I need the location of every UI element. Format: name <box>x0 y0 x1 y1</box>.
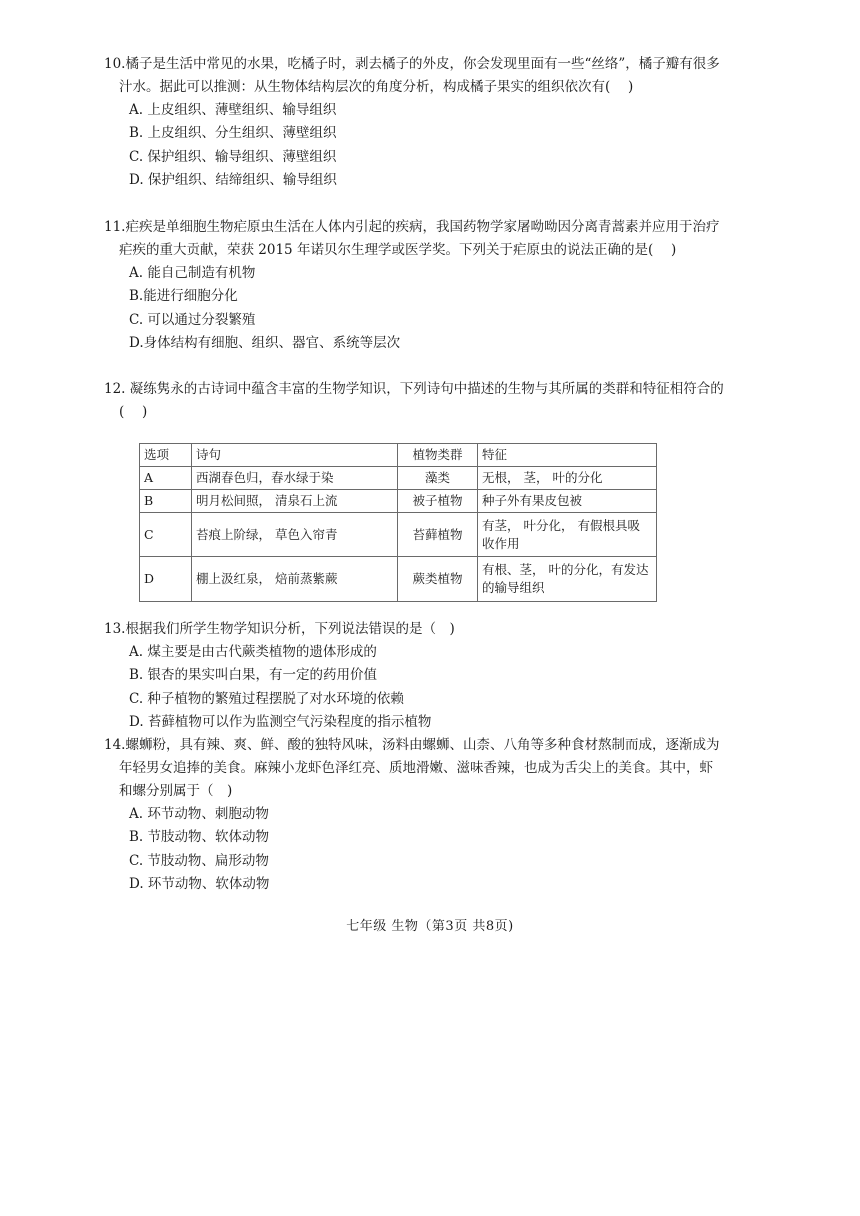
cell-poem: 西湖春色归，春水绿于染 <box>192 467 398 490</box>
option-b: B. 银杏的果实叫白果，有一定的药用价值 <box>129 667 378 684</box>
cell-poem: 苔痕上阶绿， 草色入帘青 <box>192 513 398 557</box>
option-d: D. 环节动物、软体动物 <box>129 876 270 893</box>
question-11-options <box>104 262 724 356</box>
col-header-option: 选项 <box>140 444 192 467</box>
option-a: A. 能自己制造有机物 <box>129 265 256 281</box>
cell-feature: 无根， 茎， 叶的分化 <box>478 467 657 490</box>
cell-group: 苔藓植物 <box>398 513 478 557</box>
cell-poem: 明月松间照， 清泉石上流 <box>192 490 398 513</box>
option-c: C. 节肢动物、扁形动物 <box>129 852 269 869</box>
col-header-group: 植物类群 <box>398 444 478 467</box>
option-a: A. 环节动物、刺胞动物 <box>129 806 269 822</box>
option-d: D.身体结构有细胞、组织、器官、系统等层次 <box>129 335 401 352</box>
cell-option: A <box>140 467 192 490</box>
col-header-feature: 特征 <box>478 444 657 467</box>
question-14 <box>104 734 724 897</box>
question-10 <box>104 53 724 193</box>
question-11 <box>104 216 724 356</box>
cell-poem: 棚上汲红泉， 焙前蒸紫蕨 <box>192 557 398 602</box>
question-11-stem: 11.疟疾是单细胞生物疟原虫生活在人体内引起的疾病，我国药物学家屠呦呦因分离青蒿素并应用于治疗疟疾的重大贡献，荣获 2015 年诺贝尔生理学或医学奖。下列关于疟原虫的说法正确的是( ) <box>104 219 720 258</box>
option-c: C. 保护组织、输导组织、薄壁组织 <box>129 148 337 165</box>
cell-feature: 有根、茎， 叶的分化，有发达的输导组织 <box>478 557 657 602</box>
option-d: D. 苔藓植物可以作为监测空气污染程度的指示植物 <box>129 714 432 731</box>
question-10-stem: 10.橘子是生活中常见的水果，吃橘子时，剥去橘子的外皮，你会发现里面有一些“丝络”，橘子瓣有很多汁水。据此可以推测：从生物体结构层次的角度分析，构成橘子果实的组织依次有( ) <box>104 56 720 95</box>
option-c: C. 可以通过分裂繁殖 <box>129 311 256 328</box>
table-header-row <box>140 444 657 467</box>
option-a: A. 煤主要是由古代蕨类植物的遗体形成的 <box>129 644 377 660</box>
cell-feature: 种子外有果皮包被 <box>478 490 657 513</box>
table-row <box>140 557 657 602</box>
table-row <box>140 513 657 557</box>
question-14-options <box>104 803 724 897</box>
option-c: C. 种子植物的繁殖过程摆脱了对水环境的依赖 <box>129 690 404 707</box>
question-13-options <box>104 641 724 735</box>
option-a: A. 上皮组织、薄壁组织、输导组织 <box>129 102 337 118</box>
question-13-stem: 13.根据我们所学生物学知识分析，下列说法错误的是（ ) <box>104 621 455 637</box>
cell-option: D <box>140 557 192 602</box>
option-b: B. 节肢动物、软体动物 <box>129 829 270 846</box>
question-12-stem: 12. 凝练隽永的古诗词中蕴含丰富的生物学知识，下列诗句中描述的生物与其所属的类群和特征相符合的( ) <box>104 381 724 420</box>
poem-table <box>139 443 657 602</box>
page-footer: 七年级 生物（第3页 共8页) <box>346 919 514 934</box>
option-b: B. 上皮组织、分生组织、薄壁组织 <box>129 125 337 142</box>
option-d: D. 保护组织、结缔组织、输导组织 <box>129 172 337 189</box>
cell-feature: 有茎， 叶分化， 有假根具吸收作用 <box>478 513 657 557</box>
option-b: B.能进行细胞分化 <box>129 288 238 305</box>
cell-option: C <box>140 513 192 557</box>
question-12 <box>104 378 724 424</box>
question-14-stem: 14.螺蛳粉，具有辣、爽、鲜、酸的独特风味，汤料由螺蛳、山柰、八角等多种食材熬制而成，逐渐成为年轻男女追捧的美食。麻辣小龙虾色泽红亮、质地滑嫩、滋味香辣，也成为舌尖上的美食。其中，虾和螺分别属于（ ) <box>104 737 720 799</box>
col-header-poem: 诗句 <box>192 444 398 467</box>
table-row <box>140 490 657 513</box>
cell-group: 蕨类植物 <box>398 557 478 602</box>
table-row <box>140 467 657 490</box>
cell-group: 藻类 <box>398 467 478 490</box>
question-10-options <box>104 99 724 193</box>
question-13 <box>104 618 724 735</box>
cell-group: 被子植物 <box>398 490 478 513</box>
cell-option: B <box>140 490 192 513</box>
